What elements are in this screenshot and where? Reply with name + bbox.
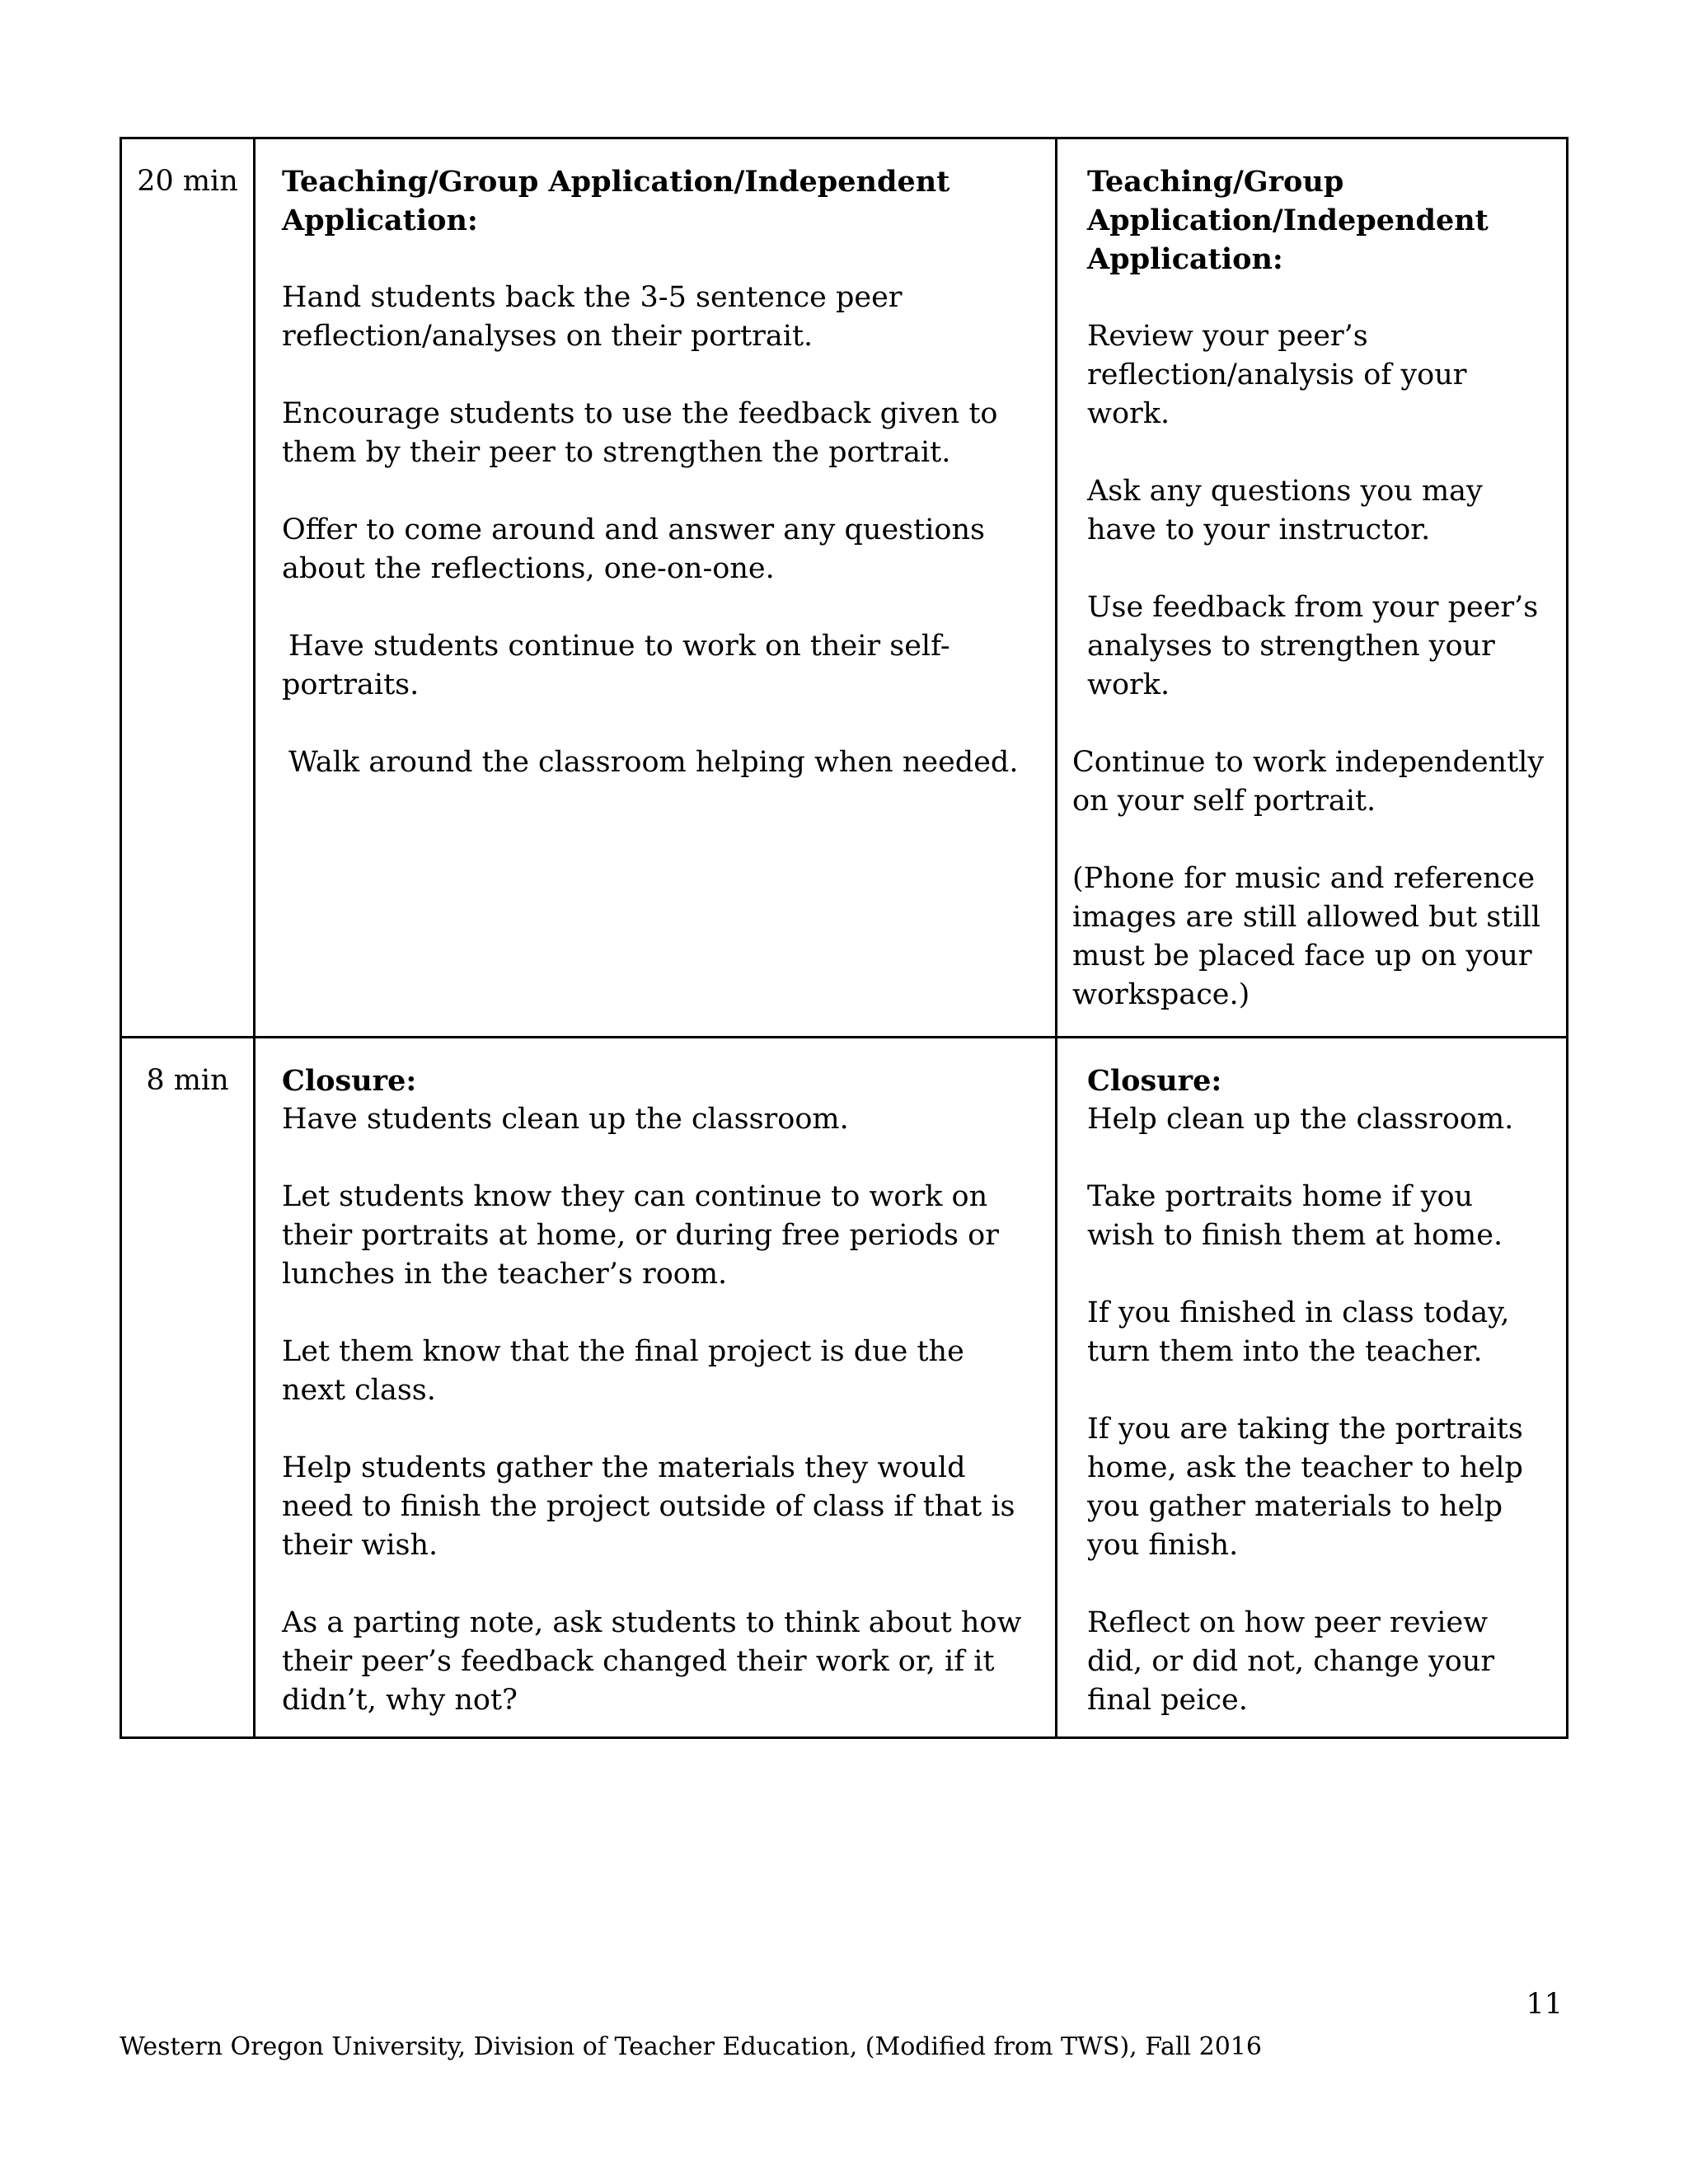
paragraph: If you are taking the portraits home, ask the teacher to help you gather materials to help you finish.	[1087, 1413, 1523, 1562]
paragraph: Have students clean up the classroom.	[282, 1103, 849, 1136]
paragraph: Offer to come around and answer any questions about the reflections, one-on-one.	[282, 513, 985, 585]
student-actions-cell	[1057, 138, 1568, 1038]
paragraph: Use feedback from your peer’s analyses to strengthen your work.	[1087, 591, 1539, 701]
time-cell	[121, 1038, 255, 1738]
paragraph: Help students gather the materials they would need to finish the project outside of class if that is their wish.	[282, 1451, 1015, 1562]
time-cell	[121, 138, 255, 1038]
paragraph: (Phone for music and reference images are still allowed but still must be placed face up on your workspace.)	[1072, 862, 1540, 1011]
table-row	[121, 1038, 1568, 1738]
paragraph: Have students continue to work on their self-portraits.	[282, 630, 950, 701]
section-heading: Closure:	[282, 1064, 417, 1098]
teacher-actions-cell	[255, 1038, 1057, 1738]
time-label: 8 min	[146, 1064, 229, 1097]
paragraph: As a parting note, ask students to think about how their peer’s feedback changed their work or, if it didn’t, why not?	[282, 1606, 1022, 1717]
lesson-plan-table	[120, 137, 1568, 1739]
section-heading: Closure:	[1087, 1064, 1222, 1098]
section-heading: Teaching/Group Application/Independent Application:	[1087, 165, 1489, 276]
teacher-actions-cell	[255, 138, 1057, 1038]
paragraph: Take portraits home if you wish to finish them at home.	[1087, 1180, 1503, 1252]
table-row	[121, 138, 1568, 1038]
section-heading: Teaching/Group Application/Independent Application:	[282, 165, 950, 237]
paragraph: Encourage students to use the feedback given to them by their peer to strengthen the portrait.	[282, 397, 998, 469]
page-footer: Western Oregon University, Division of Teacher Education, (Modified from TWS), Fall 2016	[120, 2032, 1262, 2061]
paragraph: Help clean up the classroom.	[1087, 1103, 1514, 1136]
paragraph: Reflect on how peer review did, or did not, change your final peice.	[1087, 1606, 1495, 1717]
paragraph: Hand students back the 3-5 sentence peer reflection/analyses on their portrait.	[282, 281, 903, 353]
page-number: 11	[1526, 1988, 1563, 2021]
paragraph: Review your peer’s reflection/analysis of your work.	[1087, 320, 1467, 430]
paragraph: Walk around the classroom helping when needed.	[288, 746, 1019, 779]
paragraph: Let them know that the final project is due the next class.	[282, 1335, 964, 1407]
paragraph: Continue to work independently on your self portrait.	[1072, 746, 1545, 818]
paragraph: Ask any questions you may have to your instructor.	[1087, 475, 1483, 546]
student-actions-cell	[1057, 1038, 1568, 1738]
time-label: 20 min	[137, 165, 238, 198]
paragraph: If you finished in class today, turn them into the teacher.	[1087, 1296, 1510, 1368]
paragraph: Let students know they can continue to work on their portraits at home, or during free periods or lunches in the teacher’s room.	[282, 1180, 999, 1291]
